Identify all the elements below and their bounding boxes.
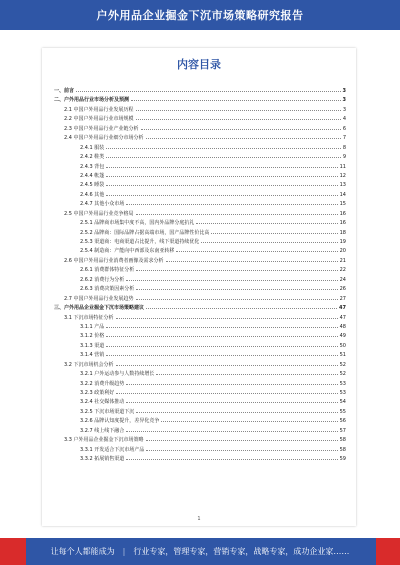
toc-entry-page: 47	[339, 314, 346, 321]
toc-entry-page: 9	[342, 154, 346, 161]
toc-entry-label: 3.1.3 渠道	[80, 342, 105, 349]
toc-entry[interactable]	[54, 133, 346, 142]
toc-entry[interactable]	[54, 341, 346, 350]
toc-entry[interactable]	[54, 331, 346, 340]
toc-leader-dots	[106, 143, 341, 149]
toc-entry-label: 2.1 中国户外用品行业发展历程	[64, 106, 134, 113]
toc-entry-page: 53	[339, 380, 346, 387]
toc-entry[interactable]	[54, 237, 346, 246]
toc-entry-page: 20	[339, 248, 346, 255]
toc-entry[interactable]	[54, 360, 346, 369]
toc-entry-label: 2.4.3 背包	[80, 163, 105, 170]
toc-entry-page: 8	[342, 144, 346, 151]
footer-separator: |	[122, 547, 126, 556]
toc-entry[interactable]	[54, 416, 346, 425]
toc-entry-label: 2.6 中国户外用品行业消费者画像及需求分析	[64, 257, 164, 264]
toc-entry-label: 2.4.6 其他	[80, 191, 105, 198]
toc-entry[interactable]	[54, 199, 346, 208]
toc-entry-page: 59	[339, 456, 346, 463]
toc-leader-dots	[136, 294, 338, 300]
toc-entry[interactable]	[54, 294, 346, 303]
toc-entry-page: 3	[342, 88, 346, 94]
toc-entry-page: 3	[342, 97, 346, 104]
toc-entry[interactable]	[54, 322, 346, 331]
toc-entry-page: 27	[339, 295, 346, 302]
toc-entry[interactable]	[54, 350, 346, 359]
footer-slogan: 让每个人都能成为	[50, 547, 115, 556]
toc-leader-dots	[76, 86, 341, 92]
toc-entry[interactable]	[54, 152, 346, 161]
toc-entry[interactable]	[54, 180, 346, 189]
toc-entry-label: 2.4.1 服装	[80, 144, 105, 151]
toc-entry-page: 57	[339, 427, 346, 434]
toc-leader-dots	[106, 322, 337, 328]
toc-entry-label: 3.3.1 开发适合下沉市场产品	[80, 446, 145, 453]
toc-leader-dots	[146, 445, 337, 451]
footer-item: 行业专家，	[133, 547, 174, 556]
toc-entry-label: 二、户外用品行业市场分析及预测	[54, 97, 130, 104]
toc-entry[interactable]	[54, 445, 346, 454]
toc-entry-page: 12	[339, 172, 346, 179]
toc-entry-page: 7	[342, 135, 346, 142]
toc-entry-page: 6	[342, 125, 346, 132]
toc-entry[interactable]	[54, 275, 346, 284]
toc-leader-dots	[116, 313, 338, 319]
toc-leader-dots	[146, 435, 338, 441]
toc-entry-label: 2.4.4 帐篷	[80, 172, 105, 179]
toc-entry-page: 19	[339, 239, 346, 245]
toc-leader-dots	[136, 407, 337, 413]
toc-entry-page: 11	[339, 163, 346, 170]
toc-entry-label: 2.4 中国户外用品行业细分市场分析	[64, 135, 144, 142]
toc-leader-dots	[126, 379, 337, 385]
toc-entry-page: 52	[339, 371, 346, 378]
toc-entry-label: 3.2.4 社交媒体推动	[80, 399, 125, 406]
page-title: 内容目录	[177, 58, 221, 71]
toc-entry-label: 3.2.5 下沉市场渠道下沉	[80, 408, 135, 415]
toc-page	[42, 48, 356, 526]
toc-entry-page: 50	[339, 342, 346, 349]
toc-leader-dots	[126, 454, 337, 460]
toc-entry[interactable]	[54, 209, 346, 218]
toc-entry-label: 2.6.1 消费群体特征分析	[80, 267, 135, 274]
toc-entry-label: 3.1.4 营销	[80, 352, 105, 359]
toc-entry-page: 26	[339, 286, 346, 293]
toc-entry[interactable]	[54, 265, 346, 274]
toc-leader-dots	[176, 246, 337, 252]
toc-leader-dots	[156, 369, 337, 375]
toc-entry[interactable]	[54, 256, 346, 265]
toc-leader-dots	[106, 350, 337, 356]
toc-entry-label: 2.4.7 其他小众市场	[80, 201, 125, 208]
toc-entry[interactable]	[54, 105, 346, 114]
toc-entry-page: 22	[339, 267, 346, 274]
toc-leader-dots	[196, 218, 337, 224]
toc-entry[interactable]	[54, 95, 346, 104]
toc-entry[interactable]	[54, 228, 346, 237]
toc-entry-label: 2.6.3 消费决策因素分析	[80, 286, 135, 293]
toc-entry-label: 3.2.3 政策利好	[80, 390, 115, 396]
toc-entry-page: 15	[339, 201, 346, 208]
toc-entry-page: 48	[339, 323, 346, 330]
table-of-contents	[54, 86, 346, 464]
page-number: 1	[197, 516, 201, 522]
toc-entry-page: 16	[339, 210, 346, 217]
toc-entry-label: 3.2.7 线上线下融合	[80, 427, 125, 434]
toc-leader-dots	[136, 284, 337, 290]
toc-entry-page: 18	[339, 229, 346, 236]
toc-entry[interactable]	[54, 313, 346, 322]
toc-entry-label: 一、前言	[54, 88, 75, 94]
toc-leader-dots	[126, 426, 337, 432]
toc-leader-dots	[136, 209, 338, 215]
toc-entry[interactable]	[54, 379, 346, 388]
toc-leader-dots	[136, 105, 341, 111]
toc-entry-label: 2.5.2 品牌商：国际品牌占据高端市场，国产品牌性价比高	[80, 229, 210, 236]
toc-entry-label: 3.2.2 消费升级趋势	[80, 380, 125, 387]
toc-entry[interactable]	[54, 143, 346, 152]
footer-items	[133, 546, 349, 557]
toc-entry-label: 三、户外用品企业掘金下沉市场策略建议	[54, 305, 145, 312]
toc-leader-dots	[126, 397, 337, 403]
toc-leader-dots	[136, 114, 341, 120]
toc-leader-dots	[106, 190, 337, 196]
toc-entry-page: 58	[339, 437, 346, 444]
toc-entry-page: 56	[339, 418, 346, 425]
toc-entry[interactable]	[54, 369, 346, 378]
toc-entry-page: 14	[339, 191, 346, 198]
toc-entry-label: 2.4.2 鞋类	[80, 154, 105, 161]
toc-entry[interactable]	[54, 86, 346, 95]
toc-entry-page: 55	[339, 408, 346, 415]
toc-entry[interactable]	[54, 162, 346, 171]
toc-leader-dots	[106, 152, 341, 158]
toc-entry[interactable]	[54, 124, 346, 133]
toc-leader-dots	[161, 416, 337, 422]
toc-entry[interactable]	[54, 284, 346, 293]
footer-right-accent	[376, 538, 400, 565]
toc-entry-page: 4	[342, 116, 346, 123]
toc-entry[interactable]	[54, 407, 346, 416]
toc-leader-dots	[106, 331, 337, 337]
footer-item: 战略专家，	[253, 547, 294, 556]
toc-leader-dots	[106, 162, 337, 168]
footer-item: 营销专家，	[213, 547, 254, 556]
toc-entry[interactable]	[54, 303, 346, 312]
toc-entry-label: 2.7 中国户外用品行业发展趋势	[64, 295, 134, 302]
toc-entry[interactable]	[54, 435, 346, 444]
toc-leader-dots	[146, 133, 341, 139]
toc-entry-label: 2.4.5 睡袋	[80, 182, 105, 189]
toc-entry-label: 2.3 中国户外用品行业产业链分析	[64, 125, 139, 132]
toc-leader-dots	[126, 275, 337, 281]
toc-leader-dots	[116, 388, 337, 394]
toc-entry[interactable]	[54, 190, 346, 199]
toc-entry[interactable]	[54, 114, 346, 123]
toc-entry-label: 3.3 户外用品企业掘金下沉市场策略	[64, 437, 144, 444]
toc-entry-label: 3.1 下沉市场特征分析	[64, 314, 114, 321]
footer-left-accent	[0, 538, 26, 565]
toc-entry-page: 54	[339, 399, 346, 406]
toc-leader-dots	[166, 256, 338, 262]
toc-entry[interactable]	[54, 397, 346, 406]
toc-entry[interactable]	[54, 426, 346, 435]
toc-entry-label: 3.2 下沉市场机会分析	[64, 361, 114, 368]
toc-leader-dots	[106, 341, 337, 347]
toc-entry-page: 52	[339, 361, 346, 368]
toc-leader-dots	[116, 360, 338, 366]
toc-entry-page: 51	[339, 352, 346, 359]
toc-entry-page: 24	[339, 276, 346, 283]
toc-entry-page: 58	[339, 446, 346, 453]
footer-item: 管理专家，	[173, 547, 214, 556]
toc-entry[interactable]	[54, 388, 346, 397]
toc-leader-dots	[131, 95, 341, 101]
toc-leader-dots	[201, 237, 337, 243]
toc-entry-label: 3.3.2 拓展销售渠道	[80, 456, 125, 463]
document-header-bar	[0, 0, 400, 30]
toc-leader-dots	[106, 171, 337, 177]
toc-leader-dots	[136, 265, 337, 271]
toc-entry[interactable]	[54, 171, 346, 180]
toc-entry-label: 3.2.1 户外运动参与人数持续增长	[80, 371, 155, 378]
toc-leader-dots	[146, 303, 337, 309]
footer-bar	[0, 538, 400, 565]
toc-entry[interactable]	[54, 218, 346, 227]
toc-entry-label: 3.1.1 产品	[80, 323, 105, 330]
toc-entry-label: 3.2.6 品牌认知度提升，差异化竞争	[80, 418, 160, 425]
toc-entry[interactable]	[54, 454, 346, 463]
toc-leader-dots	[211, 228, 337, 234]
toc-entry-label: 2.6.2 消费行为分析	[80, 276, 125, 283]
toc-entry-page: 49	[339, 333, 346, 340]
toc-entry-label: 2.5.3 渠道商：电商渠道占比提升，线下渠道持续优化	[80, 239, 200, 245]
toc-entry-label: 2.2 中国户外用品行业市场规模	[64, 116, 134, 123]
toc-entry-page: 16	[339, 220, 346, 227]
toc-entry-label: 2.5.1 品牌商市场集中度不高，国内外品牌分庭抗礼	[80, 220, 195, 227]
toc-entry-page: 53	[339, 390, 346, 396]
toc-entry-label: 2.5 中国户外用品行业竞争格局	[64, 210, 134, 217]
toc-entry-page: 13	[339, 182, 346, 189]
toc-leader-dots	[106, 180, 337, 186]
toc-leader-dots	[141, 124, 341, 130]
toc-entry-page: 21	[339, 257, 346, 264]
toc-entry-page: 47	[339, 305, 346, 312]
toc-entry-label: 2.5.4 制造商：产能向中西部及东南亚转移	[80, 248, 175, 255]
footer-item: 成功企业家……	[293, 547, 350, 556]
toc-leader-dots	[126, 199, 337, 205]
toc-entry-label: 3.1.2 价格	[80, 333, 105, 340]
toc-entry-page: 3	[342, 106, 346, 113]
toc-entry[interactable]	[54, 246, 346, 255]
report-title: 户外用品企业掘金下沉市场策略研究报告	[96, 9, 304, 22]
